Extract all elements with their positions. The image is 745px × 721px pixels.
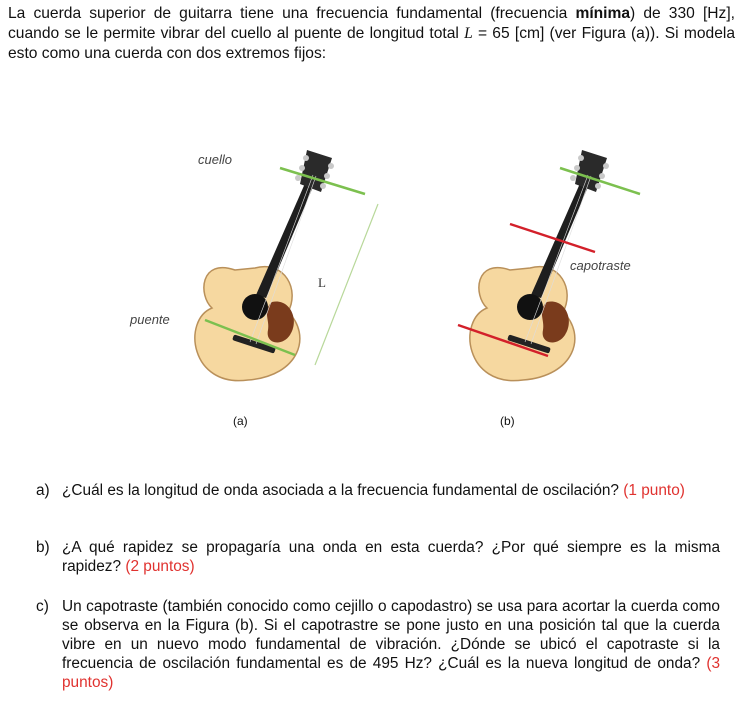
- guitar-a: [195, 150, 378, 381]
- caption-a: (a): [233, 414, 248, 428]
- guitar-figure: [120, 130, 680, 440]
- question-text: ¿A qué rapidez se propagaría una onda en esta cuerda? ¿Por qué siempre es la misma rapidez?: [62, 539, 720, 575]
- capo-label: capotraste: [570, 258, 631, 273]
- intro-text-1: La cuerda superior de guitarra tiene una frecuencia fundamental (frecuencia: [8, 5, 576, 22]
- problem-statement: [8, 4, 735, 64]
- question-points: (3 puntos): [62, 655, 720, 691]
- caption-b: (b): [500, 414, 515, 428]
- question-b: [36, 538, 720, 576]
- question-points: (1 punto): [623, 482, 685, 499]
- question-letter: b): [36, 539, 50, 556]
- length-label: L: [318, 275, 326, 290]
- neck-label: cuello: [198, 152, 232, 167]
- question-text: ¿Cuál es la longitud de onda asociada a la frecuencia fundamental de oscilación?: [62, 482, 624, 499]
- question-c: [36, 597, 720, 692]
- question-points: (2 puntos): [125, 558, 195, 575]
- question-text: Un capotraste (también conocido como cejillo o capodastro) se usa para acortar la cuerda como se observa en la Figura (b). Si el capotrastre se pone justo en una posición tal que la cuerda vibre en un nuevo modo fundamental de vibración. ¿Dónde se ubicó el capotraste si la frecuencia de oscilación fundamental es de 495 Hz? ¿Cuál es la nueva longitud de onda?: [62, 598, 720, 672]
- question-letter: a): [36, 482, 50, 499]
- intro-bold-minima: mínima: [575, 5, 631, 22]
- question-letter: c): [36, 598, 49, 615]
- question-a: [36, 481, 720, 500]
- guitar-illustration: [120, 130, 680, 440]
- intro-text-2: ) de 330 [Hz], cuando se le permite vibrar del cuello al puente de longitud total: [8, 5, 735, 42]
- intro-text-3: = 65 [cm] (ver Figura (a)). Si modela esto como una cuerda con dos extremos fijos:: [8, 25, 735, 62]
- bridge-label: puente: [130, 312, 170, 327]
- intro-length-variable: L: [464, 25, 473, 42]
